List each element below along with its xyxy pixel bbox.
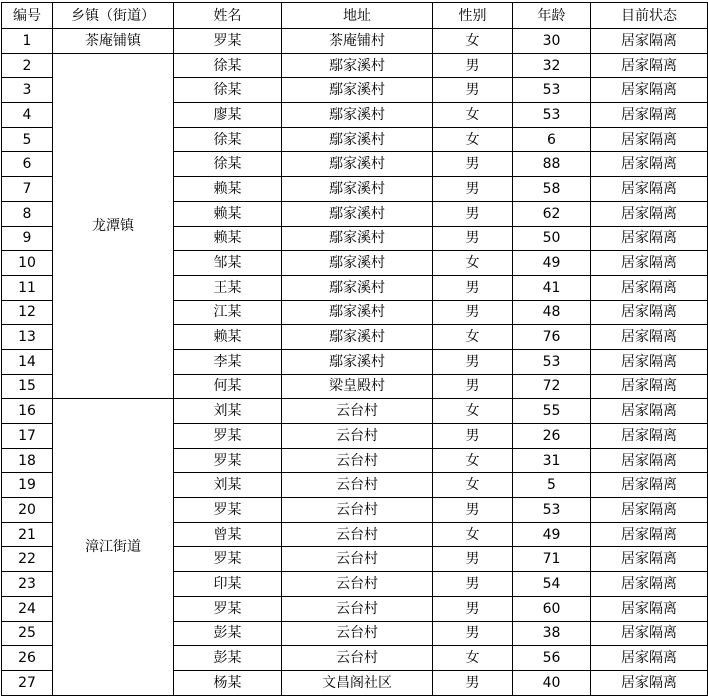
cell-age: 58 xyxy=(513,177,591,202)
cell-address: 云台村 xyxy=(282,399,433,424)
cell-address: 鄢家溪村 xyxy=(282,201,433,226)
cell-name: 江某 xyxy=(174,300,282,325)
cell-gender: 女 xyxy=(433,103,513,128)
table-row xyxy=(2,29,708,54)
cell-id: 21 xyxy=(2,522,53,547)
cell-status: 居家隔离 xyxy=(591,103,708,128)
cell-id: 11 xyxy=(2,275,53,300)
cell-address: 云台村 xyxy=(282,522,433,547)
cell-gender: 男 xyxy=(433,53,513,78)
cell-gender: 男 xyxy=(433,177,513,202)
cell-age: 56 xyxy=(513,646,591,671)
cell-status: 居家隔离 xyxy=(591,325,708,350)
table-row xyxy=(2,399,708,424)
cell-address: 鄢家溪村 xyxy=(282,226,433,251)
cell-id: 14 xyxy=(2,349,53,374)
cell-age: 50 xyxy=(513,226,591,251)
cell-gender: 男 xyxy=(433,621,513,646)
cell-name: 廖某 xyxy=(174,103,282,128)
cell-gender: 女 xyxy=(433,473,513,498)
cell-id: 13 xyxy=(2,325,53,350)
cell-id: 12 xyxy=(2,300,53,325)
cell-status: 居家隔离 xyxy=(591,226,708,251)
header-cell-address: 地址 xyxy=(282,3,433,29)
cell-name: 印某 xyxy=(174,572,282,597)
cell-address: 鄢家溪村 xyxy=(282,275,433,300)
cell-status: 居家隔离 xyxy=(591,374,708,399)
cell-status: 居家隔离 xyxy=(591,547,708,572)
cell-gender: 男 xyxy=(433,670,513,695)
cell-age: 31 xyxy=(513,448,591,473)
cell-id: 17 xyxy=(2,424,53,449)
header-cell-age: 年龄 xyxy=(513,3,591,29)
cell-id: 15 xyxy=(2,374,53,399)
cell-gender: 男 xyxy=(433,152,513,177)
cell-age: 32 xyxy=(513,53,591,78)
cell-age: 72 xyxy=(513,374,591,399)
cell-id: 5 xyxy=(2,127,53,152)
cell-age: 53 xyxy=(513,103,591,128)
cell-age: 5 xyxy=(513,473,591,498)
header-cell-gender: 性别 xyxy=(433,3,513,29)
cell-status: 居家隔离 xyxy=(591,646,708,671)
cell-gender: 男 xyxy=(433,547,513,572)
cell-age: 62 xyxy=(513,201,591,226)
cell-age: 38 xyxy=(513,621,591,646)
cell-age: 53 xyxy=(513,349,591,374)
cell-gender: 男 xyxy=(433,78,513,103)
cell-id: 27 xyxy=(2,670,53,695)
cell-name: 彭某 xyxy=(174,646,282,671)
cell-age: 76 xyxy=(513,325,591,350)
header-cell-id: 编号 xyxy=(2,3,53,29)
cell-id: 26 xyxy=(2,646,53,671)
cell-gender: 男 xyxy=(433,424,513,449)
cell-id: 18 xyxy=(2,448,53,473)
cell-status: 居家隔离 xyxy=(591,621,708,646)
table-row xyxy=(2,53,708,78)
cell-status: 居家隔离 xyxy=(591,424,708,449)
cell-address: 云台村 xyxy=(282,547,433,572)
cell-gender: 女 xyxy=(433,29,513,54)
cell-status: 居家隔离 xyxy=(591,251,708,276)
cell-age: 48 xyxy=(513,300,591,325)
cell-age: 6 xyxy=(513,127,591,152)
cell-gender: 男 xyxy=(433,572,513,597)
cell-address: 鄢家溪村 xyxy=(282,300,433,325)
cell-gender: 女 xyxy=(433,127,513,152)
cell-id: 16 xyxy=(2,399,53,424)
cell-id: 7 xyxy=(2,177,53,202)
cell-id: 25 xyxy=(2,621,53,646)
table-body xyxy=(2,3,708,696)
cell-address: 鄢家溪村 xyxy=(282,349,433,374)
cell-gender: 女 xyxy=(433,646,513,671)
cell-name: 徐某 xyxy=(174,127,282,152)
cell-status: 居家隔离 xyxy=(591,473,708,498)
cell-age: 49 xyxy=(513,251,591,276)
cell-gender: 男 xyxy=(433,349,513,374)
cell-name: 徐某 xyxy=(174,78,282,103)
cell-gender: 男 xyxy=(433,275,513,300)
cell-age: 26 xyxy=(513,424,591,449)
cell-name: 李某 xyxy=(174,349,282,374)
cell-status: 居家隔离 xyxy=(591,399,708,424)
cell-id: 6 xyxy=(2,152,53,177)
cell-id: 10 xyxy=(2,251,53,276)
cell-status: 居家隔离 xyxy=(591,127,708,152)
cell-age: 55 xyxy=(513,399,591,424)
cell-name: 罗某 xyxy=(174,448,282,473)
cell-id: 2 xyxy=(2,53,53,78)
cell-name: 何某 xyxy=(174,374,282,399)
cell-address: 云台村 xyxy=(282,498,433,523)
cell-address: 鄢家溪村 xyxy=(282,177,433,202)
cell-address: 云台村 xyxy=(282,473,433,498)
cell-gender: 男 xyxy=(433,596,513,621)
cell-age: 54 xyxy=(513,572,591,597)
cell-status: 居家隔离 xyxy=(591,152,708,177)
cell-name: 罗某 xyxy=(174,596,282,621)
cell-address: 鄢家溪村 xyxy=(282,103,433,128)
cell-name: 罗某 xyxy=(174,547,282,572)
cell-address: 云台村 xyxy=(282,572,433,597)
cell-address: 鄢家溪村 xyxy=(282,78,433,103)
cell-name: 彭某 xyxy=(174,621,282,646)
cell-id: 22 xyxy=(2,547,53,572)
cell-gender: 女 xyxy=(433,448,513,473)
cell-id: 24 xyxy=(2,596,53,621)
cell-town: 漳江街道 xyxy=(53,399,174,695)
cell-address: 云台村 xyxy=(282,646,433,671)
cell-status: 居家隔离 xyxy=(591,300,708,325)
cell-status: 居家隔离 xyxy=(591,53,708,78)
cell-status: 居家隔离 xyxy=(591,522,708,547)
cell-gender: 男 xyxy=(433,374,513,399)
quarantine-table xyxy=(1,2,708,696)
cell-gender: 女 xyxy=(433,251,513,276)
cell-status: 居家隔离 xyxy=(591,201,708,226)
cell-id: 23 xyxy=(2,572,53,597)
cell-address: 云台村 xyxy=(282,621,433,646)
cell-age: 30 xyxy=(513,29,591,54)
cell-address: 梁皇殿村 xyxy=(282,374,433,399)
header-cell-town: 乡镇（街道） xyxy=(53,3,174,29)
cell-age: 40 xyxy=(513,670,591,695)
cell-name: 赖某 xyxy=(174,325,282,350)
cell-status: 居家隔离 xyxy=(591,275,708,300)
cell-name: 罗某 xyxy=(174,498,282,523)
cell-town: 龙潭镇 xyxy=(53,53,174,399)
cell-status: 居家隔离 xyxy=(591,670,708,695)
cell-name: 徐某 xyxy=(174,152,282,177)
cell-address: 鄢家溪村 xyxy=(282,152,433,177)
cell-address: 鄢家溪村 xyxy=(282,325,433,350)
cell-age: 60 xyxy=(513,596,591,621)
cell-status: 居家隔离 xyxy=(591,596,708,621)
cell-name: 罗某 xyxy=(174,29,282,54)
cell-name: 刘某 xyxy=(174,399,282,424)
table-header-row xyxy=(2,3,708,29)
cell-name: 赖某 xyxy=(174,177,282,202)
cell-address: 鄢家溪村 xyxy=(282,251,433,276)
cell-gender: 男 xyxy=(433,201,513,226)
cell-status: 居家隔离 xyxy=(591,78,708,103)
cell-status: 居家隔离 xyxy=(591,498,708,523)
cell-name: 王某 xyxy=(174,275,282,300)
cell-status: 居家隔离 xyxy=(591,29,708,54)
cell-address: 文昌阁社区 xyxy=(282,670,433,695)
cell-id: 19 xyxy=(2,473,53,498)
cell-age: 53 xyxy=(513,498,591,523)
cell-gender: 男 xyxy=(433,300,513,325)
cell-age: 53 xyxy=(513,78,591,103)
cell-status: 居家隔离 xyxy=(591,572,708,597)
cell-status: 居家隔离 xyxy=(591,177,708,202)
cell-gender: 女 xyxy=(433,325,513,350)
cell-address: 云台村 xyxy=(282,596,433,621)
header-cell-name: 姓名 xyxy=(174,3,282,29)
cell-age: 41 xyxy=(513,275,591,300)
cell-age: 49 xyxy=(513,522,591,547)
cell-id: 3 xyxy=(2,78,53,103)
cell-age: 88 xyxy=(513,152,591,177)
cell-id: 9 xyxy=(2,226,53,251)
cell-name: 刘某 xyxy=(174,473,282,498)
cell-address: 鄢家溪村 xyxy=(282,53,433,78)
cell-gender: 女 xyxy=(433,399,513,424)
cell-name: 徐某 xyxy=(174,53,282,78)
header-cell-status: 目前状态 xyxy=(591,3,708,29)
cell-name: 赖某 xyxy=(174,226,282,251)
cell-name: 罗某 xyxy=(174,424,282,449)
cell-id: 4 xyxy=(2,103,53,128)
cell-address: 鄢家溪村 xyxy=(282,127,433,152)
cell-name: 曾某 xyxy=(174,522,282,547)
cell-gender: 男 xyxy=(433,226,513,251)
cell-name: 赖某 xyxy=(174,201,282,226)
cell-name: 邹某 xyxy=(174,251,282,276)
cell-address: 云台村 xyxy=(282,424,433,449)
cell-address: 云台村 xyxy=(282,448,433,473)
cell-name: 杨某 xyxy=(174,670,282,695)
cell-gender: 男 xyxy=(433,498,513,523)
cell-address: 茶庵铺村 xyxy=(282,29,433,54)
cell-town: 茶庵铺镇 xyxy=(53,29,174,54)
cell-status: 居家隔离 xyxy=(591,448,708,473)
cell-id: 20 xyxy=(2,498,53,523)
cell-id: 1 xyxy=(2,29,53,54)
cell-gender: 女 xyxy=(433,522,513,547)
cell-id: 8 xyxy=(2,201,53,226)
cell-age: 71 xyxy=(513,547,591,572)
cell-status: 居家隔离 xyxy=(591,349,708,374)
